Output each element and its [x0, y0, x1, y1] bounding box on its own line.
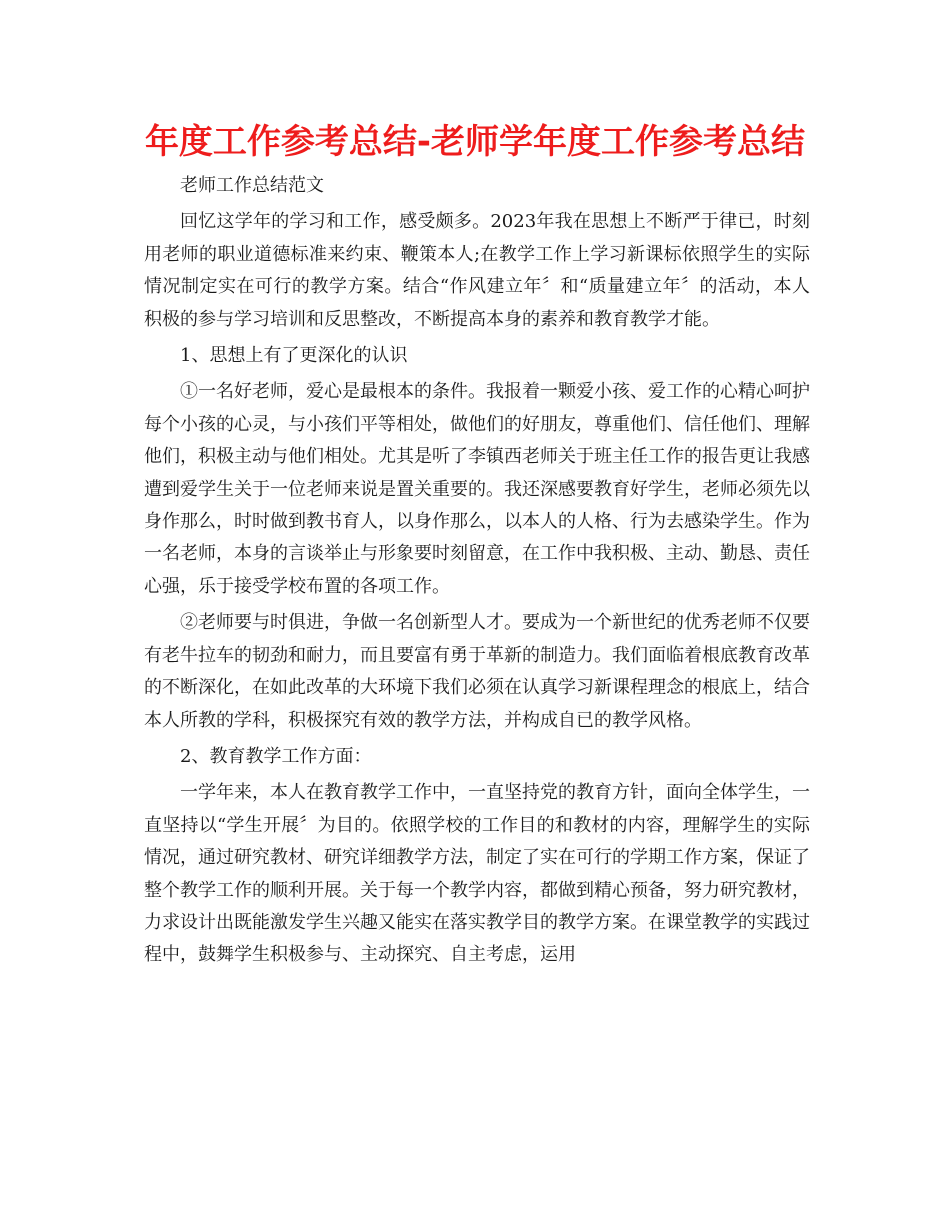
- paragraph-intro: 回忆这学年的学习和工作，感受颇多。2023年我在思想上不断严于律已，时刻用老师的职业道德标准来约束、鞭策本人;在教学工作上学习新课标依照学生的实际情况制定实在可行的教学方案。结合“作风建立年〞和“质量建立年〞的活动，本人积极的参与学习培训和反思整改，不断提高本身的素养和教育教学才能。: [144, 211, 810, 330]
- section-heading-2: 2、教育教学工作方面：: [180, 745, 372, 767]
- paragraph-point-1: ①一名好老师，爱心是最根本的条件。我报着一颗爱小孩、爱工作的心精心呵护每个小孩的心灵，与小孩们平等相处，做他们的好朋友，尊重他们、信任他们、理解他们，积极主动与他们相处。尤其是听了李镇西老师关于班主任工作的报告更让我感遭到爱学生关于一位老师来说是置关重要的。我还深感要教育好学生，老师必须先以身作那么，时时做到教书育人，以身作那么，以本人的人格、行为去感染学生。作为一名老师，本身的言谈举止与形象要时刻留意，在工作中我积极、主动、勤恳、责任心强，乐于接受学校布置的各项工作。: [144, 381, 810, 597]
- document-body: [144, 170, 810, 972]
- document-subtitle: 老师工作总结范文: [180, 175, 324, 196]
- paragraph-teaching: 一学年来，本人在教育教学工作中，一直坚持党的教育方针，面向全体学生，一直坚持以“学生开展〞为目的。依照学校的工作目的和教材的内容，理解学生的实际情况，通过研究教材、研究详细教学方法，制定了实在可行的学期工作方案，保证了整个教学工作的顺利开展。关于每一个教学内容，都做到精心预备，努力研究教材，力求设计出既能激发学生兴趣又能实在落实教学目的教学方案。在课堂教学的实践过程中，鼓舞学生积极参与、主动探究、自主考虑，运用: [144, 782, 810, 966]
- section-heading-1: 1、思想上有了更深化的认识: [180, 345, 408, 367]
- paragraph-point-2: ②老师要与时俱进，争做一名创新型人才。要成为一个新世纪的优秀老师不仅要有老牛拉车的韧劲和耐力，而且要富有勇于革新的制造力。我们面临着根底教育改革的不断深化，在如此改革的大环境下我们必须在认真学习新课程理念的根底上，结合本人所教的学科，积极探究有效的教学方法，并构成自已的教学风格。: [144, 612, 810, 731]
- document-title: 年度工作参考总结-老师学年度工作参考总结: [144, 122, 806, 162]
